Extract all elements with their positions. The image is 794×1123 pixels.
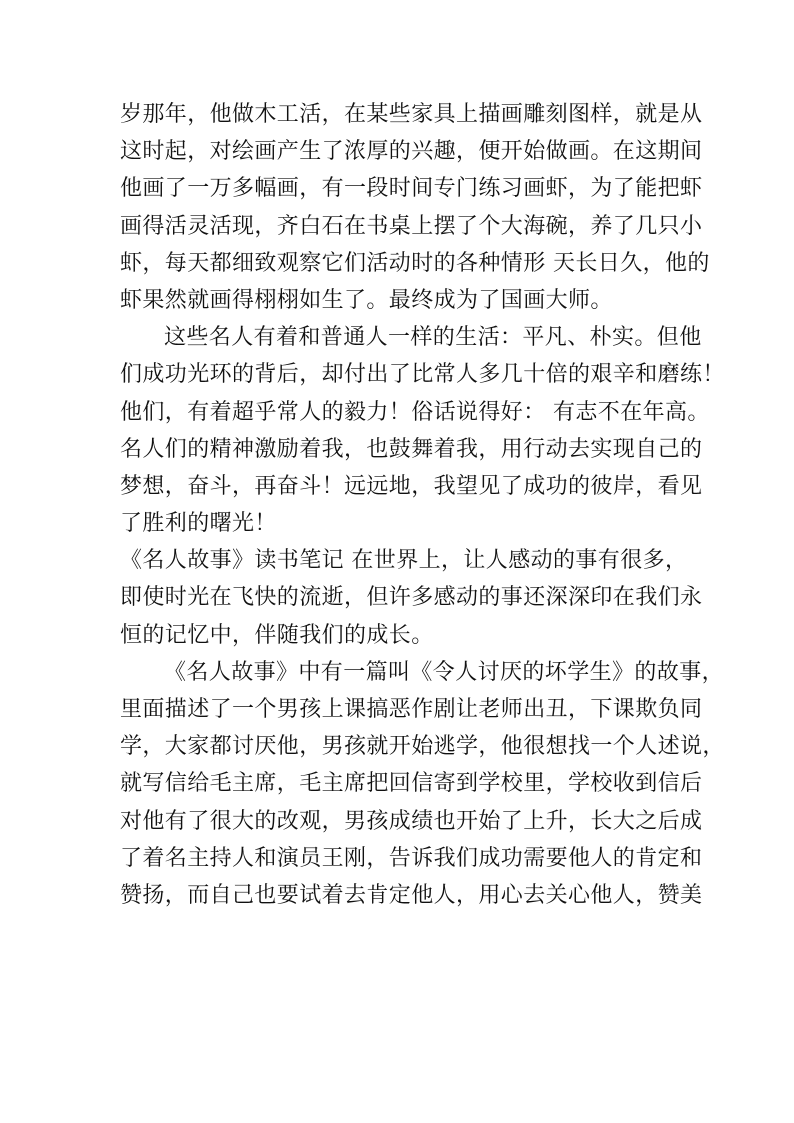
text-line: 赞扬，而自己也要试着去肯定他人，用心去关心他人，赞美 xyxy=(120,882,703,908)
text-line: 们成功光环的背后，却付出了比常人多几十倍的艰辛和磨练！ xyxy=(120,362,725,388)
text-line: 了着名主持人和演员王刚，告诉我们成功需要他人的肯定和 xyxy=(120,845,703,871)
text-line: 画得活灵活现，齐白石在书桌上摆了个大海碗，养了几只小 xyxy=(120,213,703,239)
text-line: 恒的记忆中，伴随我们的成长。 xyxy=(120,622,434,648)
text-line: 虾，每天都细致观察它们活动时的各种情形 天长日久，他的 xyxy=(120,250,710,276)
text-line: 虾果然就画得栩栩如生了。最终成为了国画大师。 xyxy=(120,287,613,313)
text-line: 学，大家都讨厌他，男孩就开始逃学，他很想找一个人述说， xyxy=(120,734,725,760)
text-line: 他画了一万多幅画，有一段时间专门练习画虾，为了能把虾 xyxy=(120,176,703,202)
text-line: 他们，有着超乎常人的毅力！俗话说得好： 有志不在年高。 xyxy=(120,399,710,425)
document-body xyxy=(120,96,725,914)
text-line: 这时起，对绘画产生了浓厚的兴趣，便开始做画。在这期间 xyxy=(120,139,703,165)
text-line: 即使时光在飞快的流逝，但许多感动的事还深深印在我们永 xyxy=(120,585,703,611)
text-line: 就写信给毛主席，毛主席把回信寄到学校里，学校收到信后 xyxy=(120,771,703,797)
text-line: 里面描述了一个男孩上课搞恶作剧让老师出丑，下课欺负同 xyxy=(120,697,703,722)
section-heading-line: 《名人故事》读书笔记 在世界上，让人感动的事有很多， xyxy=(120,548,688,574)
paragraph-first-line: 《名人故事》中有一篇叫《令人讨厌的坏学生》的故事， xyxy=(164,659,725,685)
text-line: 对他有了很大的改观，男孩成绩也开始了上升，长大之后成 xyxy=(120,808,703,834)
text-line: 名人们的精神激励着我，也鼓舞着我，用行动去实现自己的 xyxy=(120,436,703,462)
text-line: 梦想，奋斗，再奋斗！远远地，我望见了成功的彼岸，看见 xyxy=(120,473,703,499)
paragraph-first-line: 这些名人有着和普通人一样的生活：平凡、朴实。但他 xyxy=(164,325,702,351)
text-line: 了胜利的曙光！ xyxy=(120,511,277,537)
text-line: 岁那年，他做木工活，在某些家具上描画雕刻图样，就是从 xyxy=(120,102,703,127)
